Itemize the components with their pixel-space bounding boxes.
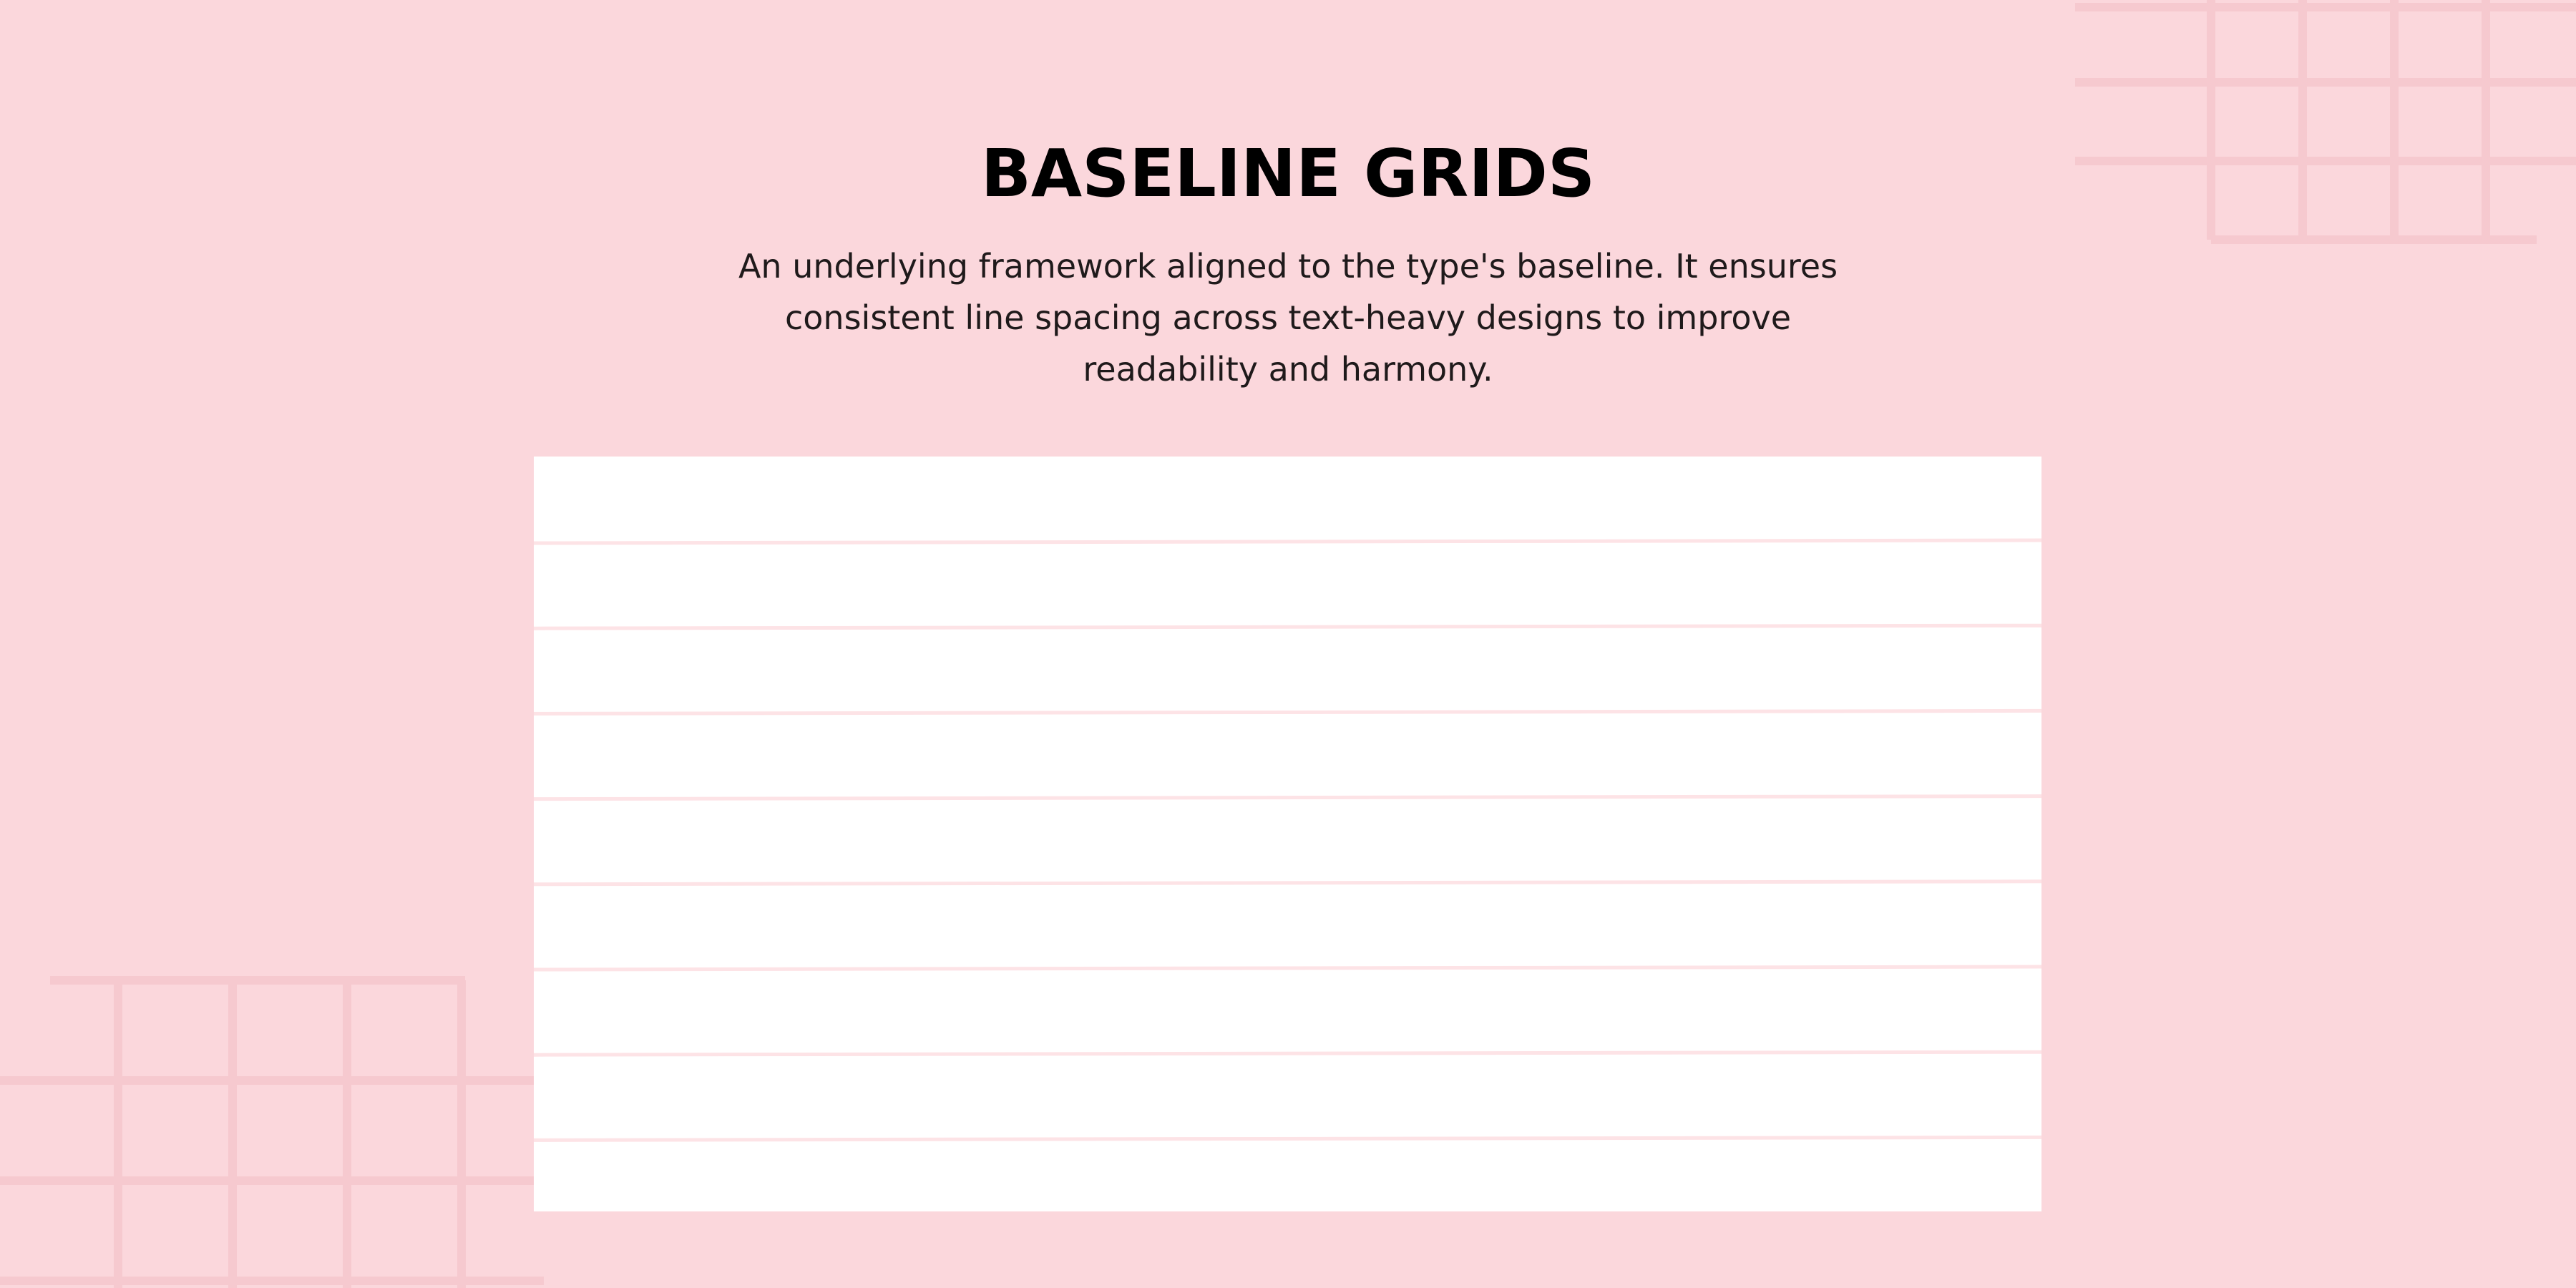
baseline-rule (534, 967, 2041, 970)
baseline-rules (534, 457, 2041, 1211)
description-line-2: consistent line spacing across text-heavy designs to improve (784, 298, 1791, 337)
page-title: BASELINE GRIDS (980, 135, 1596, 212)
baseline-rule (534, 1052, 2041, 1055)
baseline-rule (534, 1137, 2041, 1140)
description-line-3: readability and harmony. (1083, 350, 1493, 389)
baseline-grid-sheet (534, 457, 2041, 1211)
baseline-rule (534, 540, 2041, 543)
decorative-grid-bottom-left (0, 973, 544, 1288)
baseline-rule (534, 625, 2041, 628)
baseline-rule (534, 796, 2041, 799)
baseline-rule (534, 711, 2041, 713)
description-line-1: An underlying framework aligned to the type's baseline. It ensures (738, 247, 1838, 286)
baseline-rule (534, 882, 2041, 884)
description (0, 240, 2576, 395)
